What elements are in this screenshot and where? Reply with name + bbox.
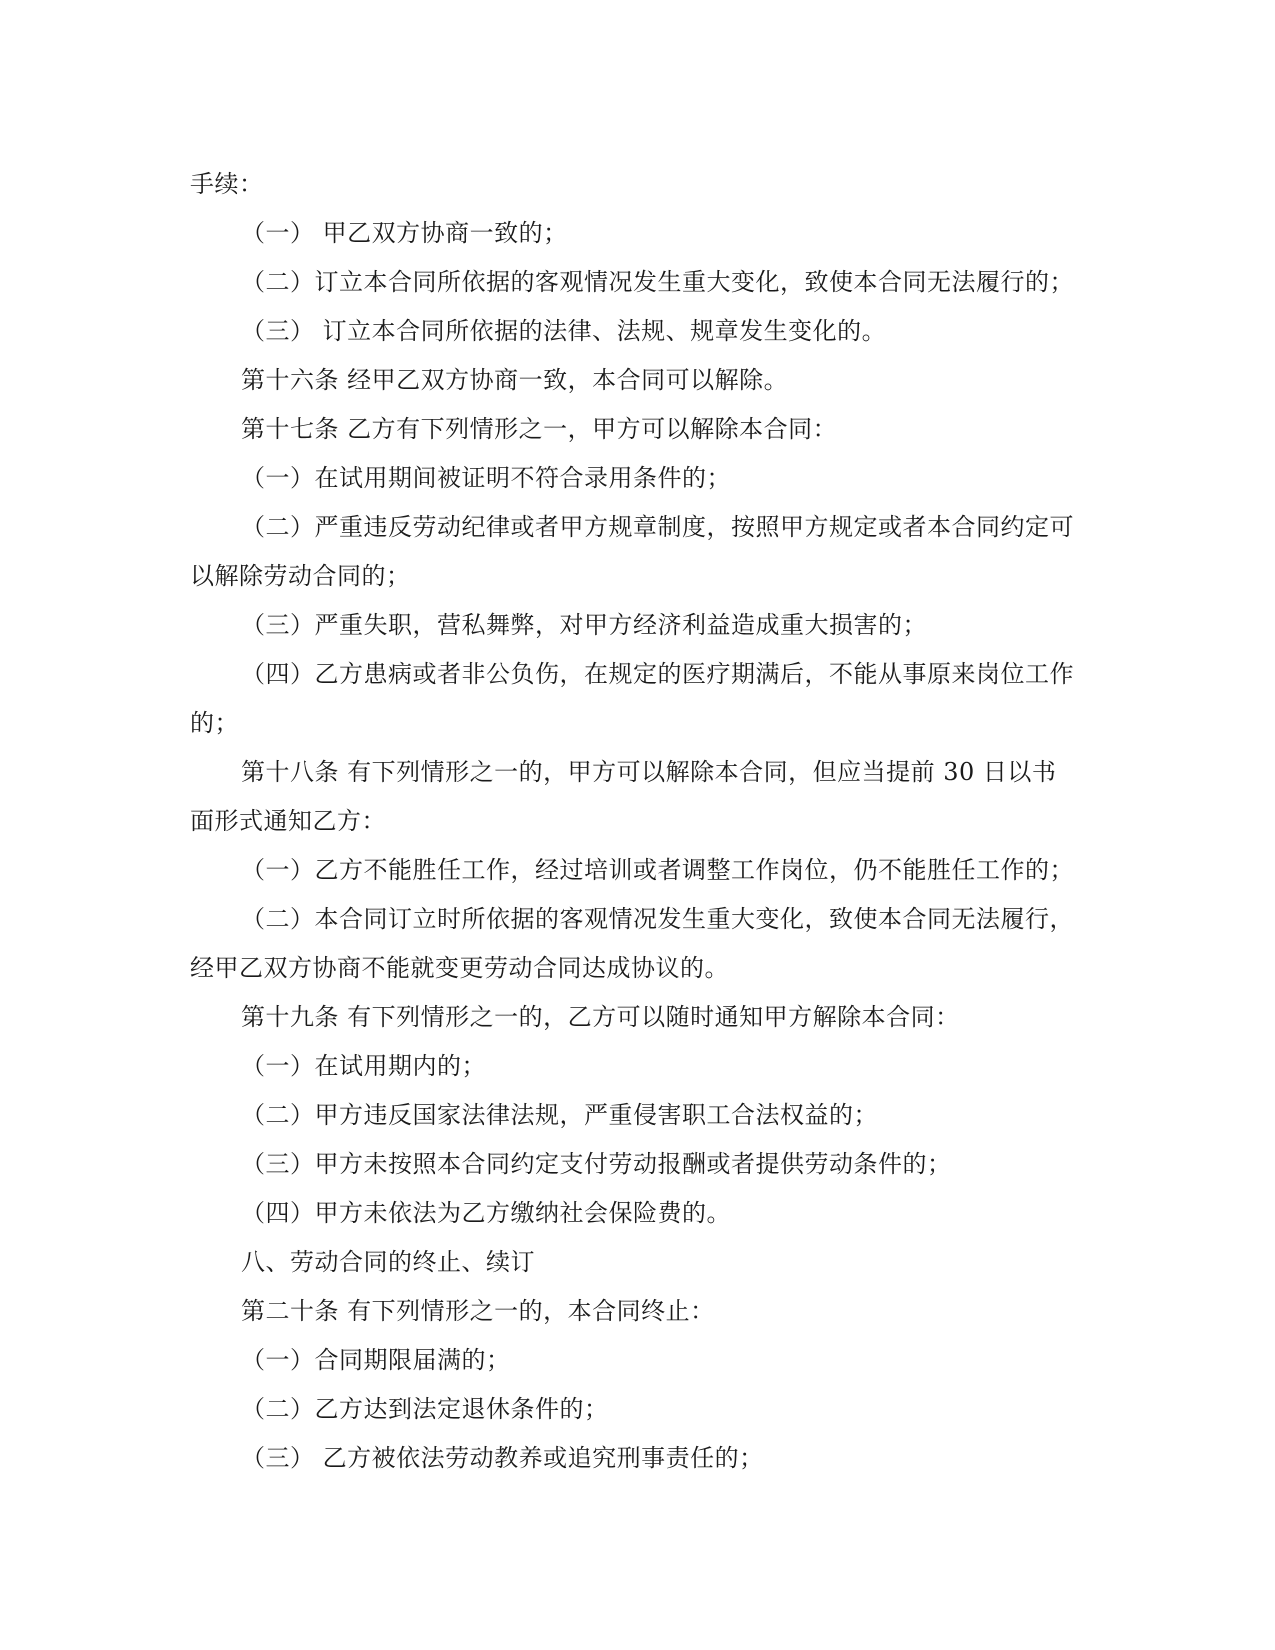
text-line-22: （四）甲方未依法为乙方缴纳社会保险费的。 bbox=[241, 1199, 731, 1227]
text-line-11: （四）乙方患病或者非公负伤，在规定的医疗期满后，不能从事原来岗位工作 bbox=[241, 660, 1074, 688]
text-line-3: （二）订立本合同所依据的客观情况发生重大变化，致使本合同无法履行的； bbox=[241, 268, 1074, 296]
text-line-20: （二）甲方违反国家法律法规，严重侵害职工合法权益的； bbox=[241, 1101, 878, 1129]
text-line-17: 经甲乙双方协商不能就变更劳动合同达成协议的。 bbox=[190, 954, 729, 982]
article-18-line: 第十八条 有下列情形之一的，甲方可以解除本合同，但应当提前 30 日以书 bbox=[241, 758, 1057, 786]
article-20-line: 第二十条 有下列情形之一的，本合同终止： bbox=[241, 1297, 715, 1325]
text-line-25: （一）合同期限届满的； bbox=[241, 1346, 511, 1374]
text-line-8: （二）严重违反劳动纪律或者甲方规章制度，按照甲方规定或者本合同约定可 bbox=[241, 513, 1074, 541]
text-line-2: （一） 甲乙双方协商一致的； bbox=[241, 219, 568, 247]
text-line-21: （三）甲方未按照本合同约定支付劳动报酬或者提供劳动条件的； bbox=[241, 1150, 952, 1178]
text-line-7: （一）在试用期间被证明不符合录用条件的； bbox=[241, 464, 731, 492]
document-body bbox=[190, 160, 1074, 1483]
text-line-16: （二）本合同订立时所依据的客观情况发生重大变化，致使本合同无法履行， bbox=[241, 905, 1074, 933]
text-line-14: 面形式通知乙方： bbox=[190, 807, 386, 835]
text-line-10: （三）严重失职，营私舞弊，对甲方经济利益造成重大损害的； bbox=[241, 611, 927, 639]
text-line-12: 的； bbox=[190, 709, 239, 737]
article-19-line: 第十九条 有下列情形之一的，乙方可以随时通知甲方解除本合同： bbox=[241, 1003, 960, 1031]
section-8-heading: 八、劳动合同的终止、续订 bbox=[241, 1248, 535, 1276]
text-line-27: （三） 乙方被依法劳动教养或追究刑事责任的； bbox=[241, 1444, 764, 1472]
text-line-15: （一）乙方不能胜任工作，经过培训或者调整工作岗位，仍不能胜任工作的； bbox=[241, 856, 1074, 884]
text-line-26: （二）乙方达到法定退休条件的； bbox=[241, 1395, 609, 1423]
article-16-line: 第十六条 经甲乙双方协商一致，本合同可以解除。 bbox=[241, 366, 789, 394]
text-line-9: 以解除劳动合同的； bbox=[190, 562, 411, 590]
text-line-4: （三） 订立本合同所依据的法律、法规、规章发生变化的。 bbox=[241, 317, 887, 345]
text-line-19: （一）在试用期内的； bbox=[241, 1052, 486, 1080]
article-17-line: 第十七条 乙方有下列情形之一，甲方可以解除本合同： bbox=[241, 415, 838, 443]
text-line-1: 手续： bbox=[190, 170, 264, 198]
